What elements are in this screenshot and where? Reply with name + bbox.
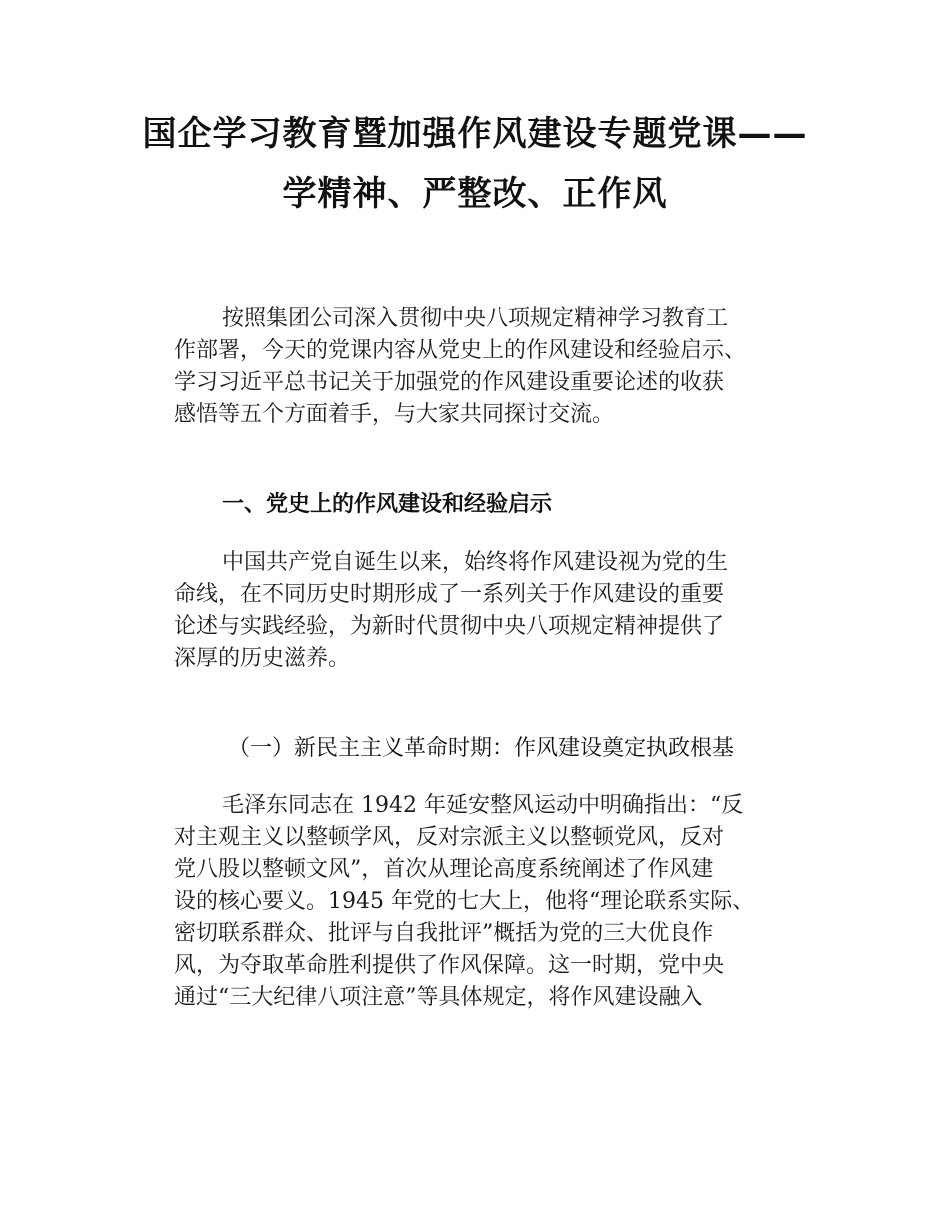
document-title-line-1: 国企学习教育暨加强作风建设专题党课—— xyxy=(142,114,808,154)
paragraph-line: 按照集团公司深入贯彻中央八项规定精神学习教育工 xyxy=(222,306,729,331)
paragraph-line: 深厚的历史滋养。 xyxy=(174,646,351,671)
paragraph-line: 党八股以整顿文风”，首次从理论高度系统阐述了作风建 xyxy=(174,857,714,882)
paragraph-line: 作部署，今天的党课内容从党史上的作风建设和经验启示、 xyxy=(174,338,747,363)
paragraph-line: 密切联系群众、批评与自我批评”概括为党的三大优良作 xyxy=(174,921,714,946)
paragraph-line: 对主观主义以整顿学风，反对宗派主义以整顿党风，反对 xyxy=(174,825,725,850)
section-1-paragraph xyxy=(174,547,814,675)
paragraph-line: 学习习近平总书记关于加强党的作风建设重要论述的收获 xyxy=(174,370,725,395)
subsection-heading-1: （一）新民主主义革命时期：作风建设奠定执政根基 xyxy=(228,736,735,761)
paragraph-line: 感悟等五个方面着手，与大家共同探讨交流。 xyxy=(174,402,615,427)
paragraph-line: 设的核心要义。1945 年党的七大上，他将“理论联系实际、 xyxy=(174,889,755,914)
document-title-line-2: 学精神、严整改、正作风 xyxy=(282,174,668,214)
intro-paragraph xyxy=(174,303,814,431)
paragraph-line: 通过“三大纪律八项注意”等具体规定，将作风建设融入 xyxy=(174,985,703,1010)
section-heading-1: 一、党史上的作风建设和经验启示 xyxy=(222,492,553,517)
subsection-1-paragraph xyxy=(174,790,814,1014)
paragraph-line: 中国共产党自诞生以来，始终将作风建设视为党的生 xyxy=(222,550,729,575)
paragraph-line: 毛泽东同志在 1942 年延安整风运动中明确指出：“反 xyxy=(222,793,744,818)
paragraph-line: 风，为夺取革命胜利提供了作风保障。这一时期，党中央 xyxy=(174,953,725,978)
paragraph-line: 论述与实践经验，为新时代贯彻中央八项规定精神提供了 xyxy=(174,614,725,639)
paragraph-line: 命线，在不同历史时期形成了一系列关于作风建设的重要 xyxy=(174,582,725,607)
